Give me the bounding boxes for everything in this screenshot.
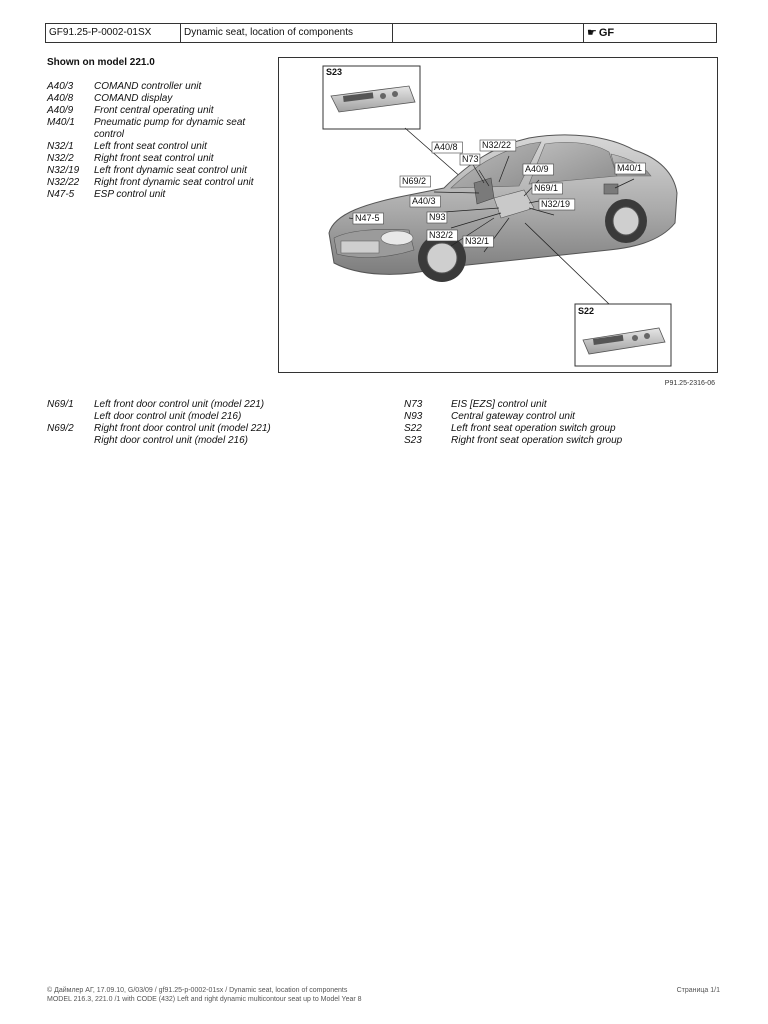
footer [47,986,720,1004]
legend-code: N32/19 [47,165,80,176]
legend-description: Right front seat operation switch group [451,435,623,446]
legend-row [47,189,272,201]
legend-code: N47-5 [47,189,75,200]
footer-line-2: MODEL 216.3, 221.0 /1 with CODE (432) Left and right dynamic multicontour seat up to Model Year 8 [47,996,362,1003]
callout-label: N32/22 [482,140,512,150]
legend-bottom-right [404,399,724,447]
legend-description: Left front dynamic seat control unit [94,165,247,176]
legend-code: N93 [404,411,423,422]
doc-title: Dynamic seat, location of components [181,24,393,42]
shown-on-label: Shown on model 221.0 [47,57,155,68]
legend-code: A40/9 [47,105,74,116]
legend-code: N32/22 [47,177,80,188]
legend-row [404,423,724,435]
legend-description: Right front dynamic seat control unit [94,177,254,188]
inset-s22-label: S22 [578,306,595,316]
doc-id: GF91.25-P-0002-01SX [46,24,181,42]
inset-s22 [575,304,671,366]
legend-code: A40/8 [47,93,74,104]
legend-row [47,153,272,165]
legend-row [47,141,272,153]
gf-badge-label: GF [598,27,615,39]
legend-description: Front central operating unit [94,105,214,116]
legend-row [47,81,272,93]
legend-row [404,411,724,423]
callout-label: N32/1 [465,236,490,246]
callout-label: A40/8 [434,142,458,152]
callout-label: N69/2 [402,176,427,186]
legend-left [47,81,272,201]
legend-row [47,399,367,411]
legend-code [47,411,94,423]
legend-row [47,177,272,189]
callout-label: N47-5 [355,213,380,223]
callout-label: A40/3 [412,196,436,206]
legend-description: Left front door control unit (model 221) [94,399,265,410]
callout-label: N93 [429,212,446,222]
legend-description: Right front door control unit (model 221) [94,423,271,434]
page-number: Страница 1/1 [676,987,720,994]
legend-row [47,435,367,447]
legend-row [47,165,272,177]
legend-row [47,423,367,435]
callout-label: N69/1 [534,183,559,193]
legend-code: N32/1 [47,141,74,152]
hand-pointer-icon: ☛ [587,27,597,39]
legend-description: Right door control unit (model 216) [94,435,248,446]
legend-description: Pneumatic pump for dynamic seat control [94,117,246,140]
legend-row [47,411,367,423]
legend-code: N69/2 [47,423,74,434]
callout-label: N73 [462,154,479,164]
callout-label: N32/2 [429,230,454,240]
inset-s23 [323,66,420,129]
figure-reference: P91.25-2316-06 [664,380,715,387]
header-blank [393,24,584,42]
inset-s23-label: S23 [326,67,343,77]
legend-description: Left front seat operation switch group [451,423,616,434]
gf-badge [584,24,716,42]
legend-code [47,435,94,447]
legend-code: N73 [404,399,423,410]
legend-description: Right front seat control unit [94,153,214,164]
legend-row [404,435,724,447]
legend-description: Left door control unit (model 216) [94,411,242,422]
legend-code: S22 [404,423,422,434]
legend-code: N69/1 [47,399,74,410]
legend-code: S23 [404,435,422,446]
car-body [329,135,677,282]
legend-description: COMAND display [94,93,173,104]
legend-description: ESP control unit [94,189,166,200]
callout-label: M40/1 [617,163,643,173]
car-illustration [279,58,719,374]
legend-code: N32/2 [47,153,74,164]
callout-label: N32/19 [541,199,571,209]
component-location-figure [278,57,718,373]
legend-row [47,93,272,105]
legend-description: EIS [EZS] control unit [451,399,547,410]
legend-row [404,399,724,411]
legend-code: A40/3 [47,81,74,92]
legend-description: Left front seat control unit [94,141,207,152]
legend-description: COMAND controller unit [94,81,202,92]
legend-row [47,117,272,141]
legend-row [47,105,272,117]
header-table [45,23,717,43]
footer-line-1: © Даймлер АГ, 17.09.10, G/03/09 / gf91.25-p-0002-01sx / Dynamic seat, location of components [47,987,348,994]
legend-description: Central gateway control unit [451,411,575,422]
callout-label: A40/9 [525,164,549,174]
legend-bottom-left [47,399,367,447]
legend-code: M40/1 [47,117,75,128]
